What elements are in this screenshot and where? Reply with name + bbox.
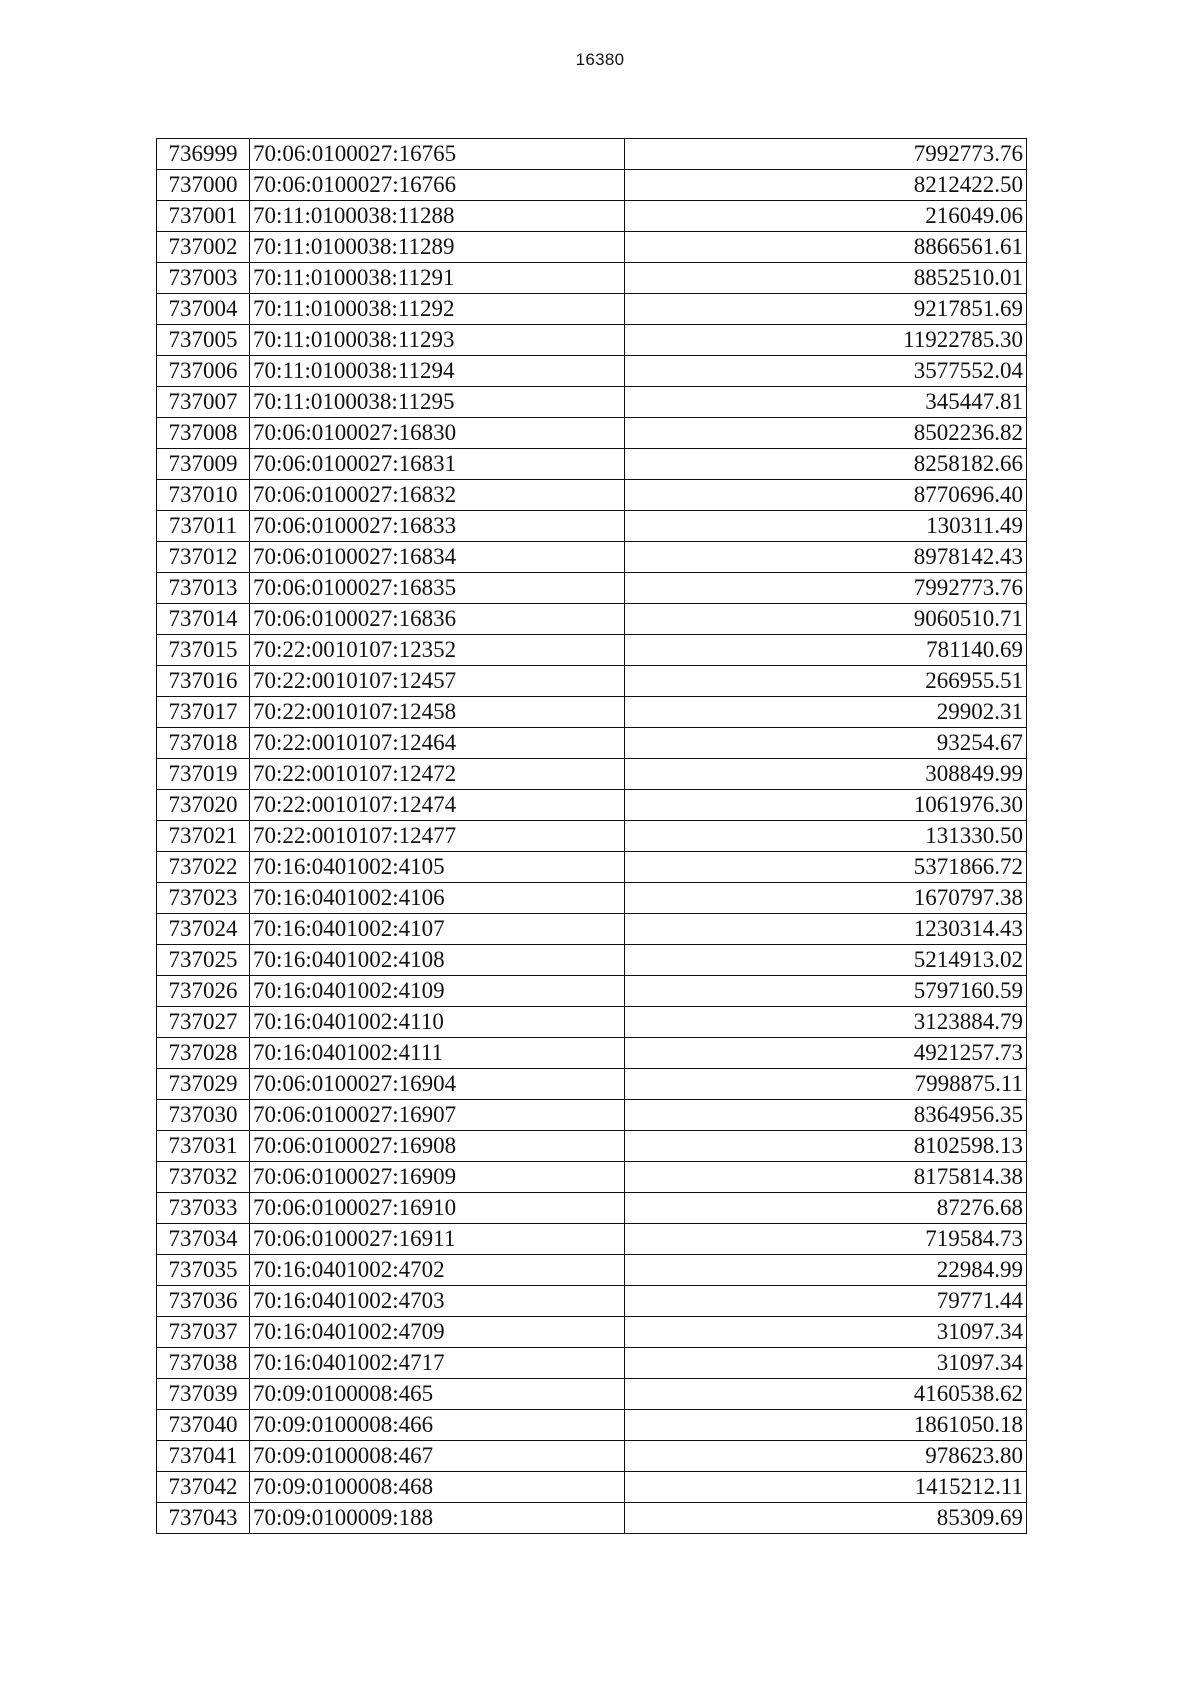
cadastral-number-cell: 70:16:0401002:4108 — [250, 945, 625, 976]
row-number-cell: 737007 — [157, 387, 250, 418]
cadastral-value-cell: 8102598.13 — [625, 1131, 1027, 1162]
cadastral-value-cell: 8852510.01 — [625, 263, 1027, 294]
row-number-cell: 736999 — [157, 139, 250, 170]
row-number-cell: 737025 — [157, 945, 250, 976]
row-number-cell: 737013 — [157, 573, 250, 604]
cadastral-value-cell: 1415212.11 — [625, 1472, 1027, 1503]
row-number-cell: 737002 — [157, 232, 250, 263]
cadastral-value-cell: 131330.50 — [625, 821, 1027, 852]
row-number-cell: 737039 — [157, 1379, 250, 1410]
cadastral-value-cell: 4160538.62 — [625, 1379, 1027, 1410]
cadastral-number-cell: 70:06:0100027:16766 — [250, 170, 625, 201]
cadastral-value-cell: 9060510.71 — [625, 604, 1027, 635]
cadastral-number-cell: 70:22:0010107:12474 — [250, 790, 625, 821]
table-row — [157, 325, 1027, 356]
row-number-cell: 737014 — [157, 604, 250, 635]
cadastral-value-cell: 308849.99 — [625, 759, 1027, 790]
table-row — [157, 1503, 1027, 1534]
table-row — [157, 914, 1027, 945]
table-row — [157, 418, 1027, 449]
table-row — [157, 1007, 1027, 1038]
table-row — [157, 945, 1027, 976]
table-row — [157, 449, 1027, 480]
cadastral-value-cell: 3577552.04 — [625, 356, 1027, 387]
cadastral-number-cell: 70:11:0100038:11292 — [250, 294, 625, 325]
table-row — [157, 387, 1027, 418]
row-number-cell: 737012 — [157, 542, 250, 573]
cadastral-number-cell: 70:11:0100038:11288 — [250, 201, 625, 232]
table-row — [157, 511, 1027, 542]
cadastral-value-cell: 1061976.30 — [625, 790, 1027, 821]
cadastral-number-cell: 70:06:0100027:16904 — [250, 1069, 625, 1100]
cadastral-value-cell: 85309.69 — [625, 1503, 1027, 1534]
row-number-cell: 737019 — [157, 759, 250, 790]
table-row — [157, 542, 1027, 573]
row-number-cell: 737001 — [157, 201, 250, 232]
table-row — [157, 790, 1027, 821]
cadastral-value-cell: 345447.81 — [625, 387, 1027, 418]
cadastral-number-cell: 70:22:0010107:12457 — [250, 666, 625, 697]
cadastral-value-cell: 9217851.69 — [625, 294, 1027, 325]
cadastral-value-cell: 31097.34 — [625, 1348, 1027, 1379]
table-row — [157, 976, 1027, 1007]
cadastral-number-cell: 70:06:0100027:16830 — [250, 418, 625, 449]
cadastral-number-cell: 70:06:0100027:16907 — [250, 1100, 625, 1131]
cadastral-number-cell: 70:09:0100008:465 — [250, 1379, 625, 1410]
row-number-cell: 737038 — [157, 1348, 250, 1379]
cadastral-value-cell: 5214913.02 — [625, 945, 1027, 976]
cadastral-value-cell: 11922785.30 — [625, 325, 1027, 356]
row-number-cell: 737017 — [157, 697, 250, 728]
row-number-cell: 737030 — [157, 1100, 250, 1131]
table-row — [157, 1038, 1027, 1069]
cadastral-value-cell: 3123884.79 — [625, 1007, 1027, 1038]
cadastral-number-cell: 70:16:0401002:4110 — [250, 1007, 625, 1038]
row-number-cell: 737011 — [157, 511, 250, 542]
cadastral-number-cell: 70:11:0100038:11291 — [250, 263, 625, 294]
cadastral-value-cell: 8866561.61 — [625, 232, 1027, 263]
table-row — [157, 1193, 1027, 1224]
table-row — [157, 294, 1027, 325]
row-number-cell: 737033 — [157, 1193, 250, 1224]
cadastral-value-cell: 7992773.76 — [625, 573, 1027, 604]
table-row — [157, 356, 1027, 387]
table-row — [157, 883, 1027, 914]
table-row — [157, 1410, 1027, 1441]
row-number-cell: 737031 — [157, 1131, 250, 1162]
row-number-cell: 737042 — [157, 1472, 250, 1503]
cadastral-value-table — [156, 138, 1027, 1534]
cadastral-value-cell: 781140.69 — [625, 635, 1027, 666]
row-number-cell: 737021 — [157, 821, 250, 852]
cadastral-number-cell: 70:22:0010107:12458 — [250, 697, 625, 728]
table-row — [157, 852, 1027, 883]
cadastral-number-cell: 70:06:0100027:16909 — [250, 1162, 625, 1193]
table-row — [157, 1100, 1027, 1131]
cadastral-number-cell: 70:16:0401002:4106 — [250, 883, 625, 914]
table-row — [157, 480, 1027, 511]
row-number-cell: 737041 — [157, 1441, 250, 1472]
cadastral-number-cell: 70:22:0010107:12352 — [250, 635, 625, 666]
row-number-cell: 737006 — [157, 356, 250, 387]
cadastral-number-cell: 70:06:0100027:16831 — [250, 449, 625, 480]
row-number-cell: 737040 — [157, 1410, 250, 1441]
table-row — [157, 1441, 1027, 1472]
cadastral-value-cell: 8978142.43 — [625, 542, 1027, 573]
table-row — [157, 1131, 1027, 1162]
table-row — [157, 232, 1027, 263]
cadastral-value-cell: 87276.68 — [625, 1193, 1027, 1224]
cadastral-value-cell: 8770696.40 — [625, 480, 1027, 511]
row-number-cell: 737015 — [157, 635, 250, 666]
cadastral-number-cell: 70:06:0100027:16832 — [250, 480, 625, 511]
cadastral-number-cell: 70:16:0401002:4717 — [250, 1348, 625, 1379]
row-number-cell: 737027 — [157, 1007, 250, 1038]
cadastral-number-cell: 70:06:0100027:16908 — [250, 1131, 625, 1162]
cadastral-number-cell: 70:09:0100009:188 — [250, 1503, 625, 1534]
cadastral-number-cell: 70:06:0100027:16765 — [250, 139, 625, 170]
cadastral-value-cell: 7998875.11 — [625, 1069, 1027, 1100]
row-number-cell: 737043 — [157, 1503, 250, 1534]
table-row — [157, 201, 1027, 232]
table-row — [157, 263, 1027, 294]
row-number-cell: 737020 — [157, 790, 250, 821]
cadastral-value-cell: 130311.49 — [625, 511, 1027, 542]
row-number-cell: 737035 — [157, 1255, 250, 1286]
row-number-cell: 737032 — [157, 1162, 250, 1193]
cadastral-number-cell: 70:06:0100027:16910 — [250, 1193, 625, 1224]
row-number-cell: 737036 — [157, 1286, 250, 1317]
cadastral-number-cell: 70:22:0010107:12477 — [250, 821, 625, 852]
table-row — [157, 1348, 1027, 1379]
table-row — [157, 1379, 1027, 1410]
row-number-cell: 737003 — [157, 263, 250, 294]
cadastral-number-cell: 70:11:0100038:11294 — [250, 356, 625, 387]
cadastral-number-cell: 70:16:0401002:4105 — [250, 852, 625, 883]
cadastral-value-cell: 1670797.38 — [625, 883, 1027, 914]
cadastral-number-cell: 70:09:0100008:468 — [250, 1472, 625, 1503]
cadastral-number-cell: 70:16:0401002:4702 — [250, 1255, 625, 1286]
cadastral-number-cell: 70:06:0100027:16911 — [250, 1224, 625, 1255]
table-row — [157, 1162, 1027, 1193]
row-number-cell: 737008 — [157, 418, 250, 449]
cadastral-value-cell: 8502236.82 — [625, 418, 1027, 449]
cadastral-value-cell: 719584.73 — [625, 1224, 1027, 1255]
cadastral-value-cell: 7992773.76 — [625, 139, 1027, 170]
cadastral-number-cell: 70:22:0010107:12472 — [250, 759, 625, 790]
row-number-cell: 737024 — [157, 914, 250, 945]
table-row — [157, 1069, 1027, 1100]
cadastral-number-cell: 70:22:0010107:12464 — [250, 728, 625, 759]
table-row — [157, 573, 1027, 604]
cadastral-value-cell: 1861050.18 — [625, 1410, 1027, 1441]
cadastral-number-cell: 70:11:0100038:11289 — [250, 232, 625, 263]
cadastral-number-cell: 70:16:0401002:4709 — [250, 1317, 625, 1348]
cadastral-number-cell: 70:09:0100008:467 — [250, 1441, 625, 1472]
page-number: 16380 — [575, 50, 625, 69]
table-row — [157, 728, 1027, 759]
cadastral-value-cell: 266955.51 — [625, 666, 1027, 697]
row-number-cell: 737000 — [157, 170, 250, 201]
table-row — [157, 604, 1027, 635]
row-number-cell: 737022 — [157, 852, 250, 883]
cadastral-value-cell: 216049.06 — [625, 201, 1027, 232]
table-row — [157, 1472, 1027, 1503]
table-row — [157, 1255, 1027, 1286]
cadastral-value-cell: 8212422.50 — [625, 170, 1027, 201]
cadastral-value-cell: 79771.44 — [625, 1286, 1027, 1317]
cadastral-number-cell: 70:06:0100027:16833 — [250, 511, 625, 542]
cadastral-value-cell: 5797160.59 — [625, 976, 1027, 1007]
row-number-cell: 737009 — [157, 449, 250, 480]
table-row — [157, 139, 1027, 170]
cadastral-value-cell: 978623.80 — [625, 1441, 1027, 1472]
cadastral-number-cell: 70:16:0401002:4107 — [250, 914, 625, 945]
cadastral-number-cell: 70:06:0100027:16835 — [250, 573, 625, 604]
row-number-cell: 737029 — [157, 1069, 250, 1100]
cadastral-value-cell: 22984.99 — [625, 1255, 1027, 1286]
table-row — [157, 1317, 1027, 1348]
row-number-cell: 737034 — [157, 1224, 250, 1255]
row-number-cell: 737005 — [157, 325, 250, 356]
cadastral-number-cell: 70:11:0100038:11293 — [250, 325, 625, 356]
table-row — [157, 697, 1027, 728]
cadastral-number-cell: 70:16:0401002:4109 — [250, 976, 625, 1007]
row-number-cell: 737016 — [157, 666, 250, 697]
cadastral-number-cell: 70:11:0100038:11295 — [250, 387, 625, 418]
table-row — [157, 170, 1027, 201]
cadastral-number-cell: 70:09:0100008:466 — [250, 1410, 625, 1441]
row-number-cell: 737037 — [157, 1317, 250, 1348]
table-body — [157, 139, 1027, 1534]
table-row — [157, 759, 1027, 790]
cadastral-number-cell: 70:06:0100027:16834 — [250, 542, 625, 573]
cadastral-value-cell: 31097.34 — [625, 1317, 1027, 1348]
row-number-cell: 737023 — [157, 883, 250, 914]
table-row — [157, 1286, 1027, 1317]
table-row — [157, 635, 1027, 666]
table-row — [157, 666, 1027, 697]
table-row — [157, 1224, 1027, 1255]
cadastral-number-cell: 70:06:0100027:16836 — [250, 604, 625, 635]
row-number-cell: 737004 — [157, 294, 250, 325]
cadastral-value-cell: 1230314.43 — [625, 914, 1027, 945]
row-number-cell: 737026 — [157, 976, 250, 1007]
table-row — [157, 821, 1027, 852]
cadastral-value-cell: 8175814.38 — [625, 1162, 1027, 1193]
cadastral-value-cell: 29902.31 — [625, 697, 1027, 728]
cadastral-value-cell: 4921257.73 — [625, 1038, 1027, 1069]
cadastral-value-cell: 5371866.72 — [625, 852, 1027, 883]
row-number-cell: 737028 — [157, 1038, 250, 1069]
row-number-cell: 737010 — [157, 480, 250, 511]
cadastral-value-cell: 93254.67 — [625, 728, 1027, 759]
cadastral-value-cell: 8364956.35 — [625, 1100, 1027, 1131]
cadastral-number-cell: 70:16:0401002:4111 — [250, 1038, 625, 1069]
cadastral-value-cell: 8258182.66 — [625, 449, 1027, 480]
cadastral-number-cell: 70:16:0401002:4703 — [250, 1286, 625, 1317]
row-number-cell: 737018 — [157, 728, 250, 759]
